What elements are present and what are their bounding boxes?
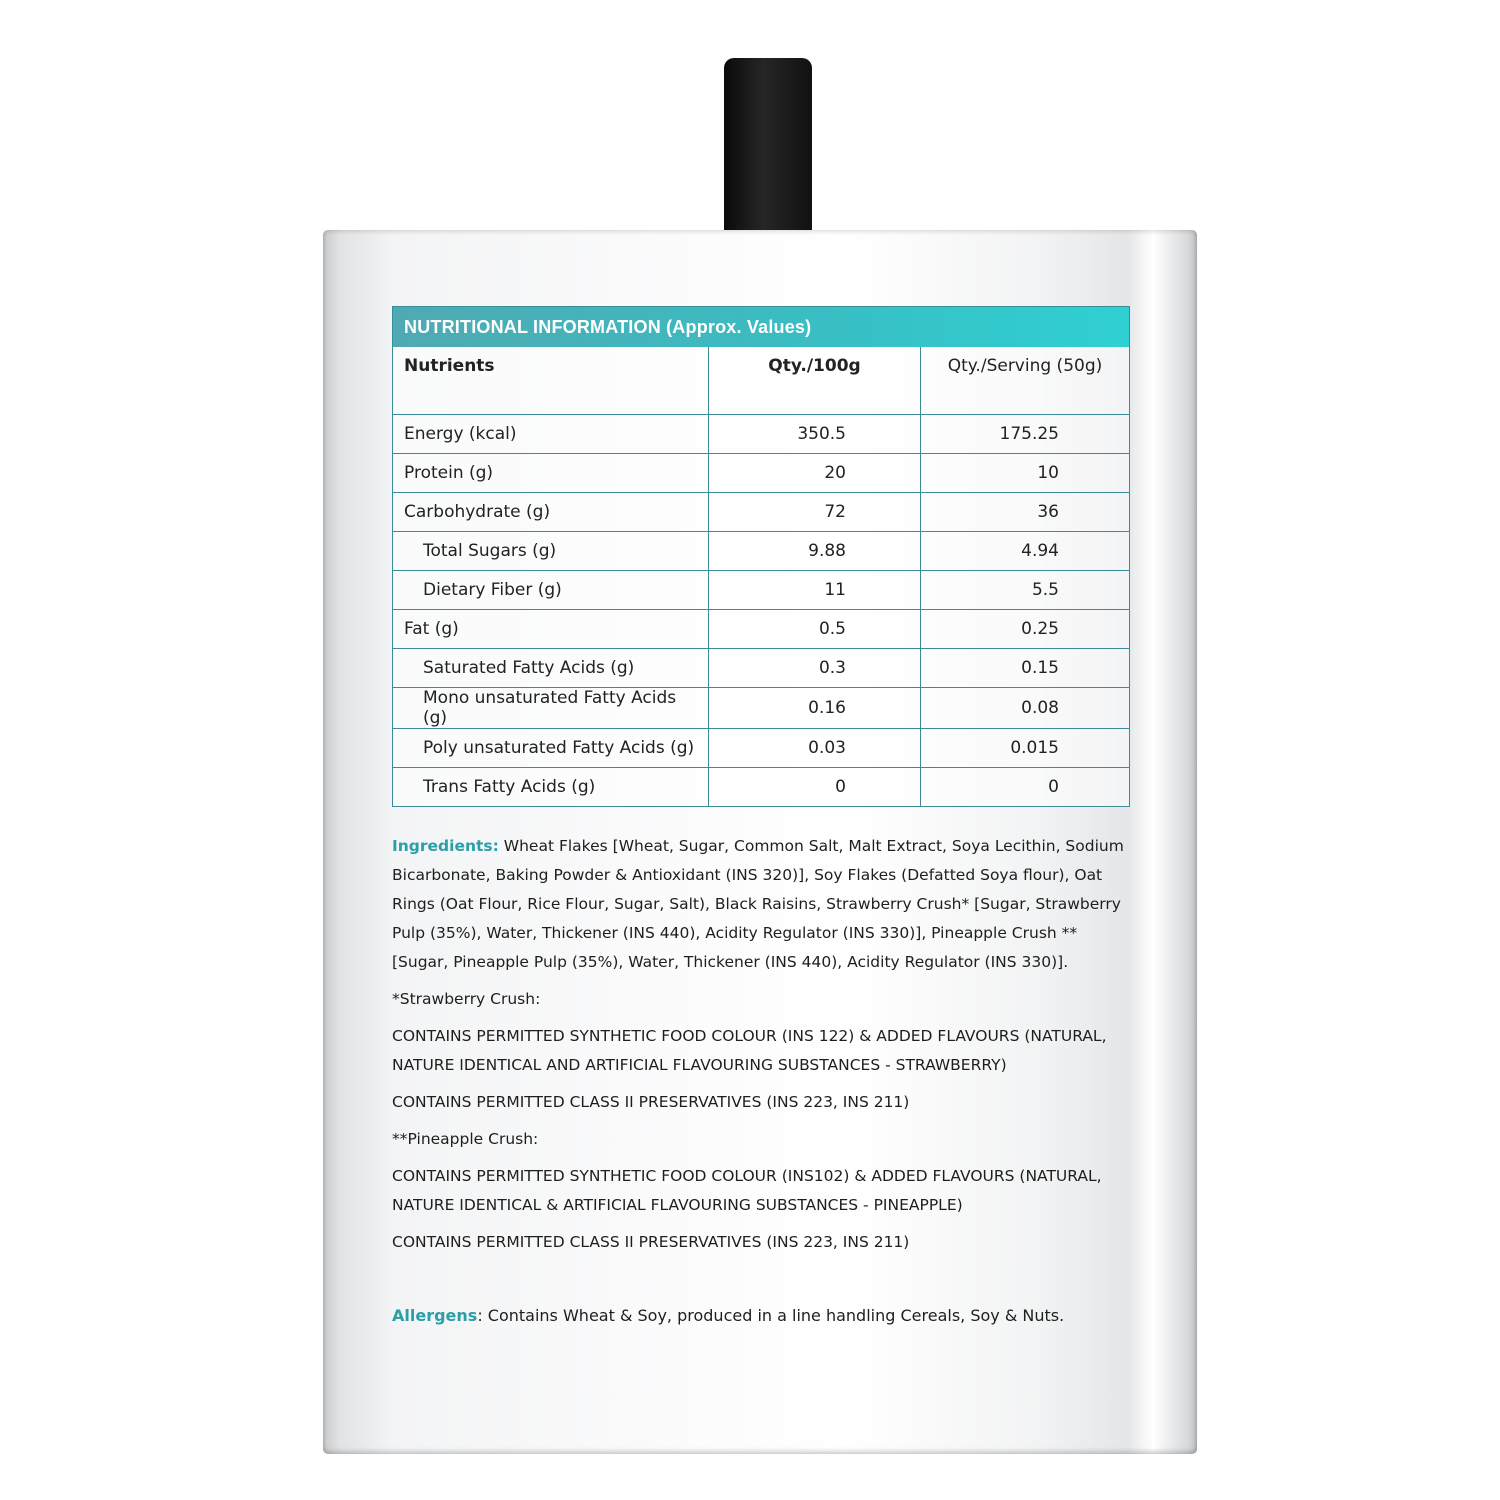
column-header-per-100g: Qty./100g [709, 347, 921, 415]
nutrition-table-title: NUTRITIONAL INFORMATION (Approx. Values) [393, 307, 1129, 347]
table-row [393, 688, 1129, 729]
pineapple-crush-title: **Pineapple Crush: [392, 1130, 539, 1148]
value-per-serving: 0.015 [921, 729, 1130, 768]
nutrient-name: Total Sugars (g) [393, 532, 709, 571]
value-per-100g: 72 [709, 493, 921, 532]
value-per-serving: 0.25 [921, 610, 1130, 649]
ingredients-paragraph [392, 832, 1132, 977]
value-per-serving: 0.15 [921, 649, 1130, 688]
ingredients-text: Wheat Flakes [Wheat, Sugar, Common Salt, Malt Extract, Soya Lecithin, Sodium Bicarbonate, Baking Powder & Antioxidant (INS 320)], Soy Flakes (Defatted Soya flour), Oat Rings (Oat Flour, Rice Flour, Sugar, Salt), Black Raisins, Strawberry Crush* [Sugar, Strawberry Pulp (35%), Water, Thickener (INS 440), Acidity Regulator (INS 330)], Pineapple Crush ** [Sugar, Pineapple Pulp (35%), Water, Thickener (INS 440), Acidity Regulator (INS 330)]. [392, 837, 1124, 971]
table-row [393, 454, 1129, 493]
value-per-100g: 11 [709, 571, 921, 610]
strawberry-preservatives-note: CONTAINS PERMITTED CLASS II PRESERVATIVES (INS 223, INS 211) [392, 1093, 910, 1111]
value-per-100g: 20 [709, 454, 921, 493]
nutrient-name: Protein (g) [393, 454, 709, 493]
value-per-100g: 0.03 [709, 729, 921, 768]
value-per-serving: 5.5 [921, 571, 1130, 610]
allergens-colon: : [477, 1306, 483, 1325]
value-per-serving: 4.94 [921, 532, 1130, 571]
nutrient-name: Carbohydrate (g) [393, 493, 709, 532]
product-pouch [323, 230, 1197, 1454]
value-per-100g: 9.88 [709, 532, 921, 571]
nutrition-grid [393, 347, 1129, 806]
value-per-serving: 0.08 [921, 688, 1130, 729]
table-row [393, 493, 1129, 532]
ingredients-section [392, 832, 1132, 1265]
value-per-100g: 350.5 [709, 415, 921, 454]
column-header-per-serving: Qty./Serving (50g) [921, 347, 1130, 415]
table-row [393, 415, 1129, 454]
allergens-label: Allergens [392, 1306, 478, 1325]
value-per-serving: 0 [921, 768, 1130, 807]
pineapple-preservatives-note: CONTAINS PERMITTED CLASS II PRESERVATIVES (INS 223, INS 211) [392, 1233, 910, 1251]
value-per-100g: 0.3 [709, 649, 921, 688]
allergens-text: Contains Wheat & Soy, produced in a line handling Cereals, Soy & Nuts. [482, 1306, 1065, 1325]
allergens-section [392, 1306, 1132, 1325]
nutrient-name: Mono unsaturated Fatty Acids (g) [393, 688, 709, 729]
table-row [393, 768, 1129, 807]
table-row [393, 729, 1129, 768]
nutrient-name: Poly unsaturated Fatty Acids (g) [393, 729, 709, 768]
nutrient-name: Trans Fatty Acids (g) [393, 768, 709, 807]
strawberry-crush-title: *Strawberry Crush: [392, 990, 541, 1008]
value-per-serving: 175.25 [921, 415, 1130, 454]
nutrient-name: Dietary Fiber (g) [393, 571, 709, 610]
table-header-row [393, 347, 1129, 415]
pouch-strap [724, 58, 812, 236]
ingredients-label: Ingredients: [392, 837, 499, 855]
table-row [393, 610, 1129, 649]
nutrition-table [392, 306, 1130, 807]
value-per-100g: 0.16 [709, 688, 921, 729]
nutrient-name: Energy (kcal) [393, 415, 709, 454]
nutrient-name: Fat (g) [393, 610, 709, 649]
value-per-100g: 0.5 [709, 610, 921, 649]
table-row [393, 532, 1129, 571]
table-row [393, 571, 1129, 610]
pineapple-colour-note: CONTAINS PERMITTED SYNTHETIC FOOD COLOUR (INS102) & ADDED FLAVOURS (NATURAL, NATURE IDENTICAL & ARTIFICIAL FLAVOURING SUBSTANCES - PINEAPPLE) [392, 1167, 1102, 1214]
column-header-nutrients: Nutrients [393, 347, 709, 415]
strawberry-colour-note: CONTAINS PERMITTED SYNTHETIC FOOD COLOUR (INS 122) & ADDED FLAVOURS (NATURAL, NATURE IDENTICAL AND ARTIFICIAL FLAVOURING SUBSTANCES - STRAWBERRY) [392, 1027, 1107, 1074]
nutrient-name: Saturated Fatty Acids (g) [393, 649, 709, 688]
value-per-serving: 36 [921, 493, 1130, 532]
table-row [393, 649, 1129, 688]
value-per-serving: 10 [921, 454, 1130, 493]
value-per-100g: 0 [709, 768, 921, 807]
